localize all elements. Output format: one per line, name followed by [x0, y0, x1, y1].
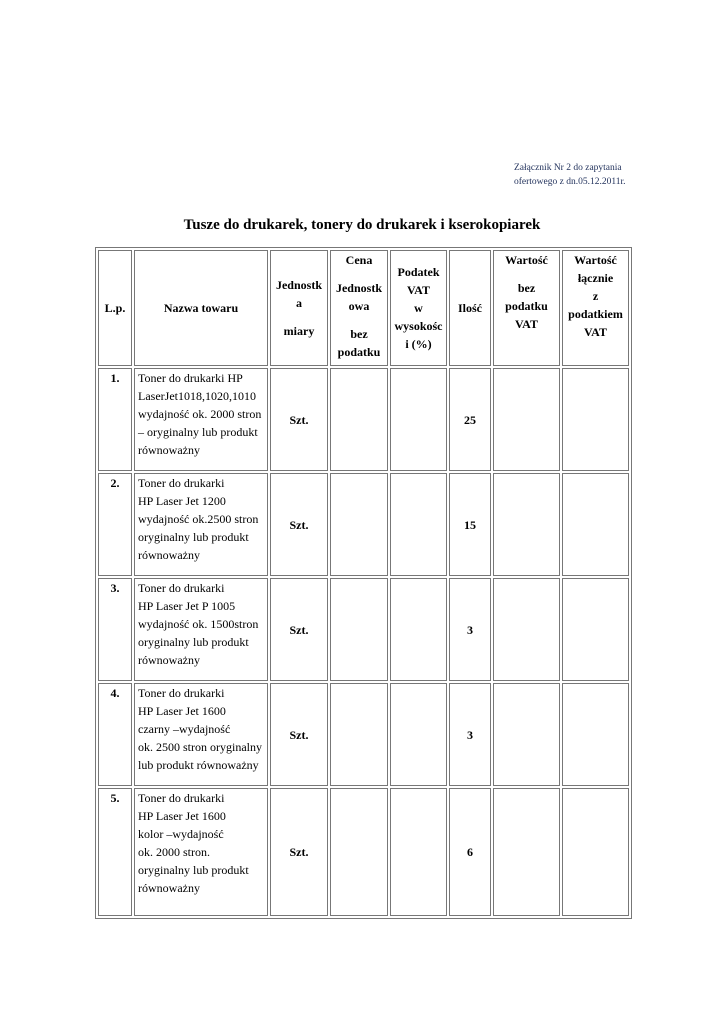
cell-qty: 3	[449, 683, 491, 786]
cell-net-value	[493, 473, 560, 576]
cell-name	[134, 788, 268, 916]
cell-gross-value	[562, 683, 629, 786]
header-price-l5: podatku	[337, 345, 381, 359]
cell-qty: 25	[449, 368, 491, 471]
header-price-l4: bez	[350, 327, 368, 341]
name-line: lub produkt równoważny	[138, 758, 259, 772]
name-line: równoważny	[138, 443, 200, 457]
cell-price	[330, 473, 388, 576]
table-row	[98, 578, 629, 681]
header-price-l2: Jednostk	[335, 281, 382, 295]
table-row	[98, 683, 629, 786]
cell-unit: Szt.	[270, 578, 328, 681]
name-line: wydajność ok.2500 stron	[138, 512, 259, 526]
name-line: Toner do drukarki HP	[138, 371, 243, 385]
cell-unit: Szt.	[270, 473, 328, 576]
header-net-value	[493, 250, 560, 366]
name-line: wydajność ok. 2000 stron	[138, 407, 262, 421]
name-line: oryginalny lub produkt	[138, 863, 249, 877]
cell-name	[134, 683, 268, 786]
header-vat-l4: wysokośc	[394, 319, 443, 333]
cell-unit: Szt.	[270, 368, 328, 471]
header-unit-l3: miary	[283, 324, 315, 338]
table-row	[98, 788, 629, 916]
header-net-l4: VAT	[515, 317, 538, 331]
cell-lp: 3.	[98, 578, 132, 681]
table-row	[98, 473, 629, 576]
name-line: HP Laser Jet 1600	[138, 704, 226, 718]
header-gross-l3: z	[592, 289, 599, 303]
cell-qty: 3	[449, 578, 491, 681]
header-unit-l2: a	[296, 296, 302, 310]
header-gross-l4: podatkiem	[568, 307, 623, 321]
name-line: oryginalny lub produkt	[138, 635, 249, 649]
cell-price	[330, 683, 388, 786]
name-line: HP Laser Jet 1600	[138, 809, 226, 823]
cell-vat	[390, 368, 447, 471]
items-table	[95, 247, 632, 919]
annex-line-1: Załącznik Nr 2 do zapytania	[514, 163, 622, 173]
cell-gross-value	[562, 578, 629, 681]
annex-note	[514, 161, 714, 189]
cell-vat	[390, 578, 447, 681]
cell-vat	[390, 473, 447, 576]
cell-name	[134, 473, 268, 576]
name-line: kolor –wydajność	[138, 827, 224, 841]
name-line: równoważny	[138, 548, 200, 562]
cell-lp: 2.	[98, 473, 132, 576]
cell-price	[330, 368, 388, 471]
name-line: czarny –wydajność	[138, 722, 231, 736]
header-name: Nazwa towaru	[134, 250, 268, 366]
name-line: HP Laser Jet P 1005	[138, 599, 236, 613]
name-line: oryginalny lub produkt	[138, 530, 249, 544]
cell-gross-value	[562, 473, 629, 576]
name-line: Toner do drukarki	[138, 791, 225, 805]
cell-qty: 6	[449, 788, 491, 916]
header-net-l3: podatku	[505, 299, 548, 313]
name-line: równoważny	[138, 881, 200, 895]
header-price-l1: Cena	[345, 253, 373, 267]
cell-name	[134, 578, 268, 681]
name-line: Toner do drukarki	[138, 686, 225, 700]
header-qty: Ilość	[449, 250, 491, 366]
header-net-l2: bez	[517, 281, 536, 295]
cell-unit: Szt.	[270, 683, 328, 786]
name-line: LaserJet1018,1020,1010	[138, 389, 256, 403]
header-net-l1: Wartość	[505, 253, 548, 267]
cell-gross-value	[562, 368, 629, 471]
header-gross-l2: łącznie	[577, 271, 614, 285]
cell-net-value	[493, 368, 560, 471]
name-line: równoważny	[138, 653, 200, 667]
cell-qty: 15	[449, 473, 491, 576]
name-line: ok. 2500 stron oryginalny	[138, 740, 262, 754]
name-line: ok. 2000 stron.	[138, 845, 210, 859]
name-line: Toner do drukarki	[138, 476, 225, 490]
header-unit	[270, 250, 328, 366]
header-gross-l1: Wartość	[574, 253, 617, 267]
header-lp: L.p.	[98, 250, 132, 366]
header-price	[330, 250, 388, 366]
cell-lp: 5.	[98, 788, 132, 916]
cell-gross-value	[562, 788, 629, 916]
header-row	[98, 250, 629, 366]
header-gross-l5: VAT	[584, 325, 607, 339]
cell-name	[134, 368, 268, 471]
annex-line-2: ofertowego z dn.05.12.2011r.	[514, 177, 626, 187]
cell-price	[330, 578, 388, 681]
header-unit-l1: Jednostk	[275, 278, 322, 292]
cell-net-value	[493, 788, 560, 916]
cell-price	[330, 788, 388, 916]
table-row	[98, 368, 629, 471]
header-vat-l1: Podatek	[397, 265, 440, 279]
name-line: Toner do drukarki	[138, 581, 225, 595]
name-line: – oryginalny lub produkt	[138, 425, 258, 439]
cell-lp: 1.	[98, 368, 132, 471]
cell-vat	[390, 788, 447, 916]
cell-unit: Szt.	[270, 788, 328, 916]
name-line: HP Laser Jet 1200	[138, 494, 226, 508]
name-line: wydajność ok. 1500stron	[138, 617, 259, 631]
header-vat	[390, 250, 447, 366]
cell-vat	[390, 683, 447, 786]
cell-net-value	[493, 683, 560, 786]
cell-lp: 4.	[98, 683, 132, 786]
header-vat-l3: w	[414, 301, 423, 315]
header-vat-l2: VAT	[407, 283, 430, 297]
header-vat-l5: i (%)	[405, 337, 432, 351]
document-title: Tusze do drukarek, tonery do drukarek i kserokopiarek	[183, 217, 541, 233]
cell-net-value	[493, 578, 560, 681]
header-gross-value	[562, 250, 629, 366]
header-price-l3: owa	[348, 299, 370, 313]
